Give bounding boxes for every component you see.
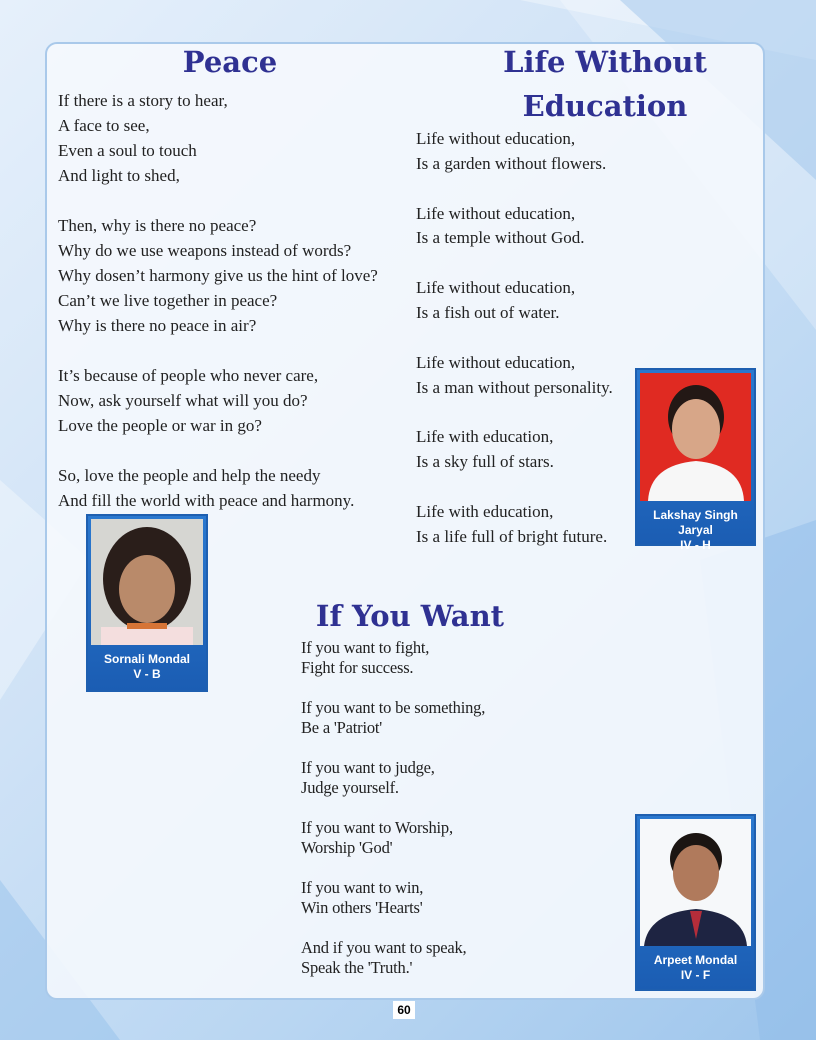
education-title-line1: Life Without	[503, 45, 707, 79]
poem-line: If there is a story to hear,	[58, 91, 228, 110]
poem-line: And light to shed,	[58, 166, 180, 185]
child-portrait-icon	[640, 819, 751, 946]
poem-line	[58, 438, 378, 463]
author-photo	[91, 519, 203, 645]
poem-line: If you want to judge,	[301, 758, 435, 777]
poem-line: Life without education,	[416, 352, 576, 372]
poem-line: Love the people or war in go?	[58, 416, 262, 435]
peace-title: Peace	[182, 45, 278, 79]
author-name: Sornali Mondal	[103, 652, 190, 666]
poem-line	[301, 738, 485, 758]
poem-line	[416, 177, 613, 202]
poem-line: Is a life full of bright future.	[416, 526, 608, 546]
poem-line: Be a 'Patriot'	[301, 718, 383, 737]
poem-line: Why dosen’t harmony give us the hint of love?	[58, 266, 378, 285]
poem-line: Why is there no peace in air?	[58, 316, 257, 335]
author-class: V - B	[133, 667, 161, 681]
poem-line: Worship 'God'	[301, 838, 393, 857]
poem-line: Fight for success.	[301, 658, 414, 677]
child-portrait-icon	[91, 519, 203, 645]
author-card-sornali	[86, 514, 208, 692]
poem-line: Is a fish out of water.	[416, 302, 560, 322]
want-poem	[301, 638, 485, 978]
poem-line: Life without education,	[416, 278, 576, 298]
poem-line: Is a temple without God.	[416, 228, 585, 248]
poem-line	[301, 858, 485, 878]
poem-line: Can’t we live together in peace?	[58, 291, 278, 310]
poem-line: Is a sky full of stars.	[416, 452, 554, 472]
author-photo	[640, 819, 751, 946]
poem-line	[416, 326, 613, 351]
poem-line: Judge yourself.	[301, 778, 399, 797]
child-portrait-icon	[640, 373, 751, 501]
poem-line	[58, 188, 378, 213]
poem-line: It’s because of people who never care,	[58, 366, 319, 385]
peace-poem	[58, 88, 378, 513]
poem-line: Is a garden without flowers.	[416, 153, 607, 173]
poem-line: And if you want to speak,	[301, 938, 467, 957]
poem-line: If you want to win,	[301, 878, 424, 897]
poem-line	[301, 678, 485, 698]
poem-line: Life without education,	[416, 129, 576, 148]
poem-line: If you want to Worship,	[301, 818, 453, 837]
poem-line: If you want to fight,	[301, 638, 430, 657]
poem-line: So, love the people and help the needy	[58, 466, 321, 485]
want-title: If You Want	[315, 599, 505, 633]
author-class: IV - H	[680, 538, 711, 552]
poem-line: Life without education,	[416, 203, 576, 223]
poem-line: Speak the 'Truth.'	[301, 958, 413, 977]
author-card-arpeet	[635, 814, 756, 991]
poem-line: Even a soul to touch	[58, 141, 197, 160]
poem-line	[416, 475, 613, 500]
poem-line	[301, 798, 485, 818]
author-card-lakshay	[635, 368, 756, 552]
poem-line: Life with education,	[416, 501, 554, 521]
poem-line: Why do we use weapons instead of words?	[58, 241, 352, 260]
author-class: IV - F	[680, 968, 711, 982]
education-poem	[416, 127, 613, 550]
poem-line	[416, 251, 613, 276]
author-photo	[640, 373, 751, 501]
poem-line: Life with education,	[416, 427, 554, 447]
poem-line	[416, 400, 613, 425]
poem-line	[301, 918, 485, 938]
page-number: 60	[393, 1001, 415, 1019]
poem-line: If you want to be something,	[301, 698, 486, 717]
poem-line: Then, why is there no peace?	[58, 216, 257, 235]
poem-line: Is a man without personality.	[416, 377, 613, 397]
poem-line: A face to see,	[58, 116, 150, 135]
poem-line	[58, 338, 378, 363]
poem-line: Now, ask yourself what will you do?	[58, 391, 308, 410]
poem-line: And fill the world with peace and harmony.	[58, 491, 355, 510]
poem-line: Win others 'Hearts'	[301, 898, 423, 917]
author-name: Arpeet Mondal	[653, 953, 738, 967]
author-name: Lakshay Singh Jaryal	[653, 508, 738, 537]
education-title-line2: Education	[522, 89, 688, 123]
